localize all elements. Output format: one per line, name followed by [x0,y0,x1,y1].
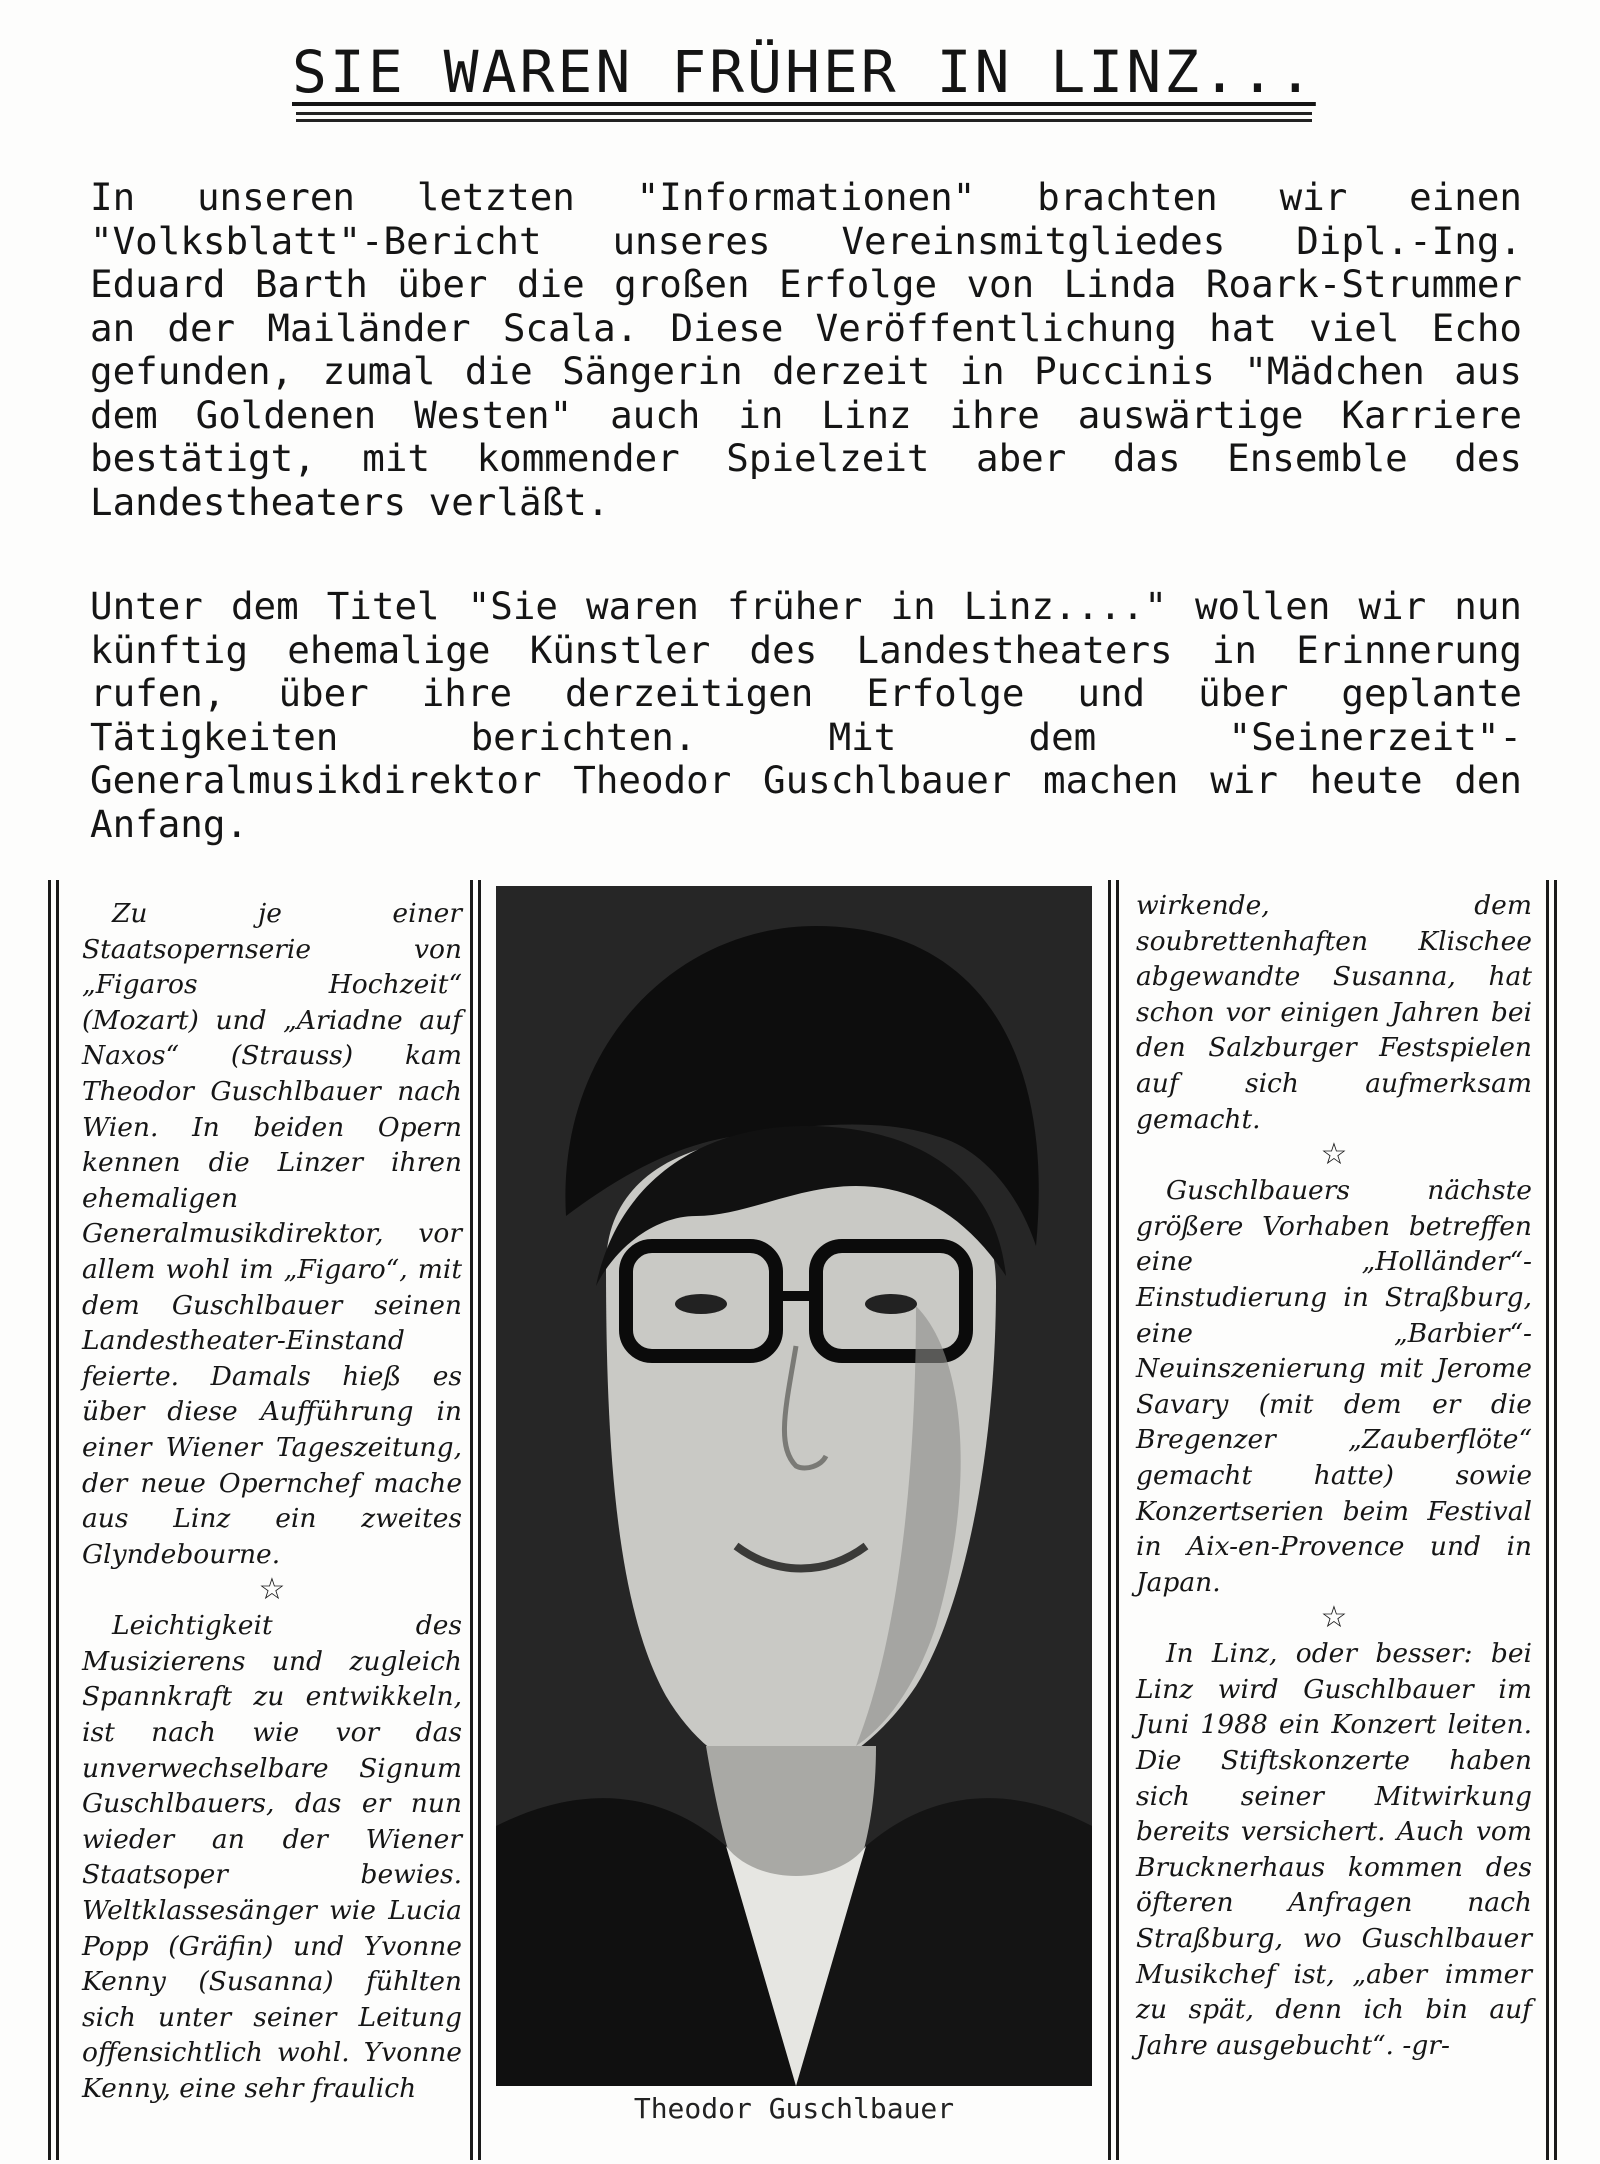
column-rule-left-outer [48,880,51,2160]
left-column-paragraph-2: Leichtigkeit des Musizierens und zugleich Spannkraft zu entwikkeln, ist nach wie vor das unverwechselbare Signum Guschlbauers, das er nun wieder an der Wiener Staatsoper bewies. Weltklassesänger wie Lucia Popp (Gräfin) und Yvonne Kenny (Susanna) fühlten sich unter seiner Leitung offensichtlich wohl. Yvonne Kenny, eine sehr fraulich [82,1610,462,2104]
right-column-paragraph-2: Guschlbauers nächste größere Vorhaben betreffen eine „Holländer“-Einstudierung in Straßburg, eine „Barbier“-Neuinszenierung mit Jerome Savary (mit dem er die Bregenzer „Zauberflöte“ gemacht hatte) sowie Konzertserien beim Festival in Aix-en-Provence und in Japan. [1136,1175,1532,1598]
column-rule-middle-left-2 [478,880,481,2160]
left-column [82,896,462,2107]
headline-double-rule [296,112,1312,122]
right-column-paragraph-3: In Linz, oder besser: bei Linz wird Guschlbauer im Juni 1988 ein Konzert leiten. Die Stiftskonzerte haben sich seiner Mitwirkung bereits versichert. Auch vom Brucknerhaus kommen des öfteren Anfragen nach Straßburg, wo Guschlbauer Musikchef ist, „aber immer zu spät, denn ich bin auf Jahre ausgebucht“. -gr- [1136,1638,1532,2061]
headline: SIE WAREN FRÜHER IN LINZ... [292,38,1316,106]
column-rule-left-inner [56,880,59,2160]
column-rule-right-outer [1554,880,1557,2160]
portrait-photo [496,886,1092,2086]
right-column-paragraph-1: wirkende, dem soubrettenhaften Klischee abgewandte Susanna, hat schon vor einigen Jahren bei den Salzburger Festspielen auf sich aufmerksam gemacht. [1136,890,1532,1135]
intro-paragraph-2: Unter dem Titel "Sie waren früher in Linz...." wollen wir nun künftig ehemalige Künstler des Landestheaters in Erinnerung rufen, über ihre derzeitigen Erfolge und über geplante Tätigkeiten berichten. Mit dem "Seinerzeit"-Generalmusikdirektor Theodor Guschlbauer machen wir heute den Anfang. [90,584,1522,846]
star-divider: ☆ [1320,1600,1348,1636]
column-rule-right-inner [1546,880,1549,2160]
left-column-paragraph-1: Zu je einer Staatsopernserie von „Figaros Hochzeit“ (Mozart) und „Ariadne auf Naxos“ (Strauss) kam Theodor Guschlbauer nach Wien. In beiden Opern kennen die Linzer ihren ehemaligen Generalmusikdirektor, vor allem wohl im „Figaro“, mit dem Guschlbauer seinen Landestheater-Einstand feierte. Damals hieß es über diese Aufführung in einer Wiener Tageszeitung, der neue Opernchef mache aus Linz ein zweites Glyndebourne. [82,898,462,1570]
intro-paragraph-1: In unseren letzten "Informationen" brachten wir einen "Volksblatt"-Bericht unseres Vereinsmitgliedes Dipl.-Ing. Eduard Barth über die großen Erfolge von Linda Roark-Strummer an der Mailänder Scala. Diese Veröffentlichung hat viel Echo gefunden, zumal die Sängerin derzeit in Puccinis "Mädchen aus dem Goldenen Westen" auch in Linz ihre auswärtige Karriere bestätigt, mit kommender Spielzeit aber das Ensemble des Landestheaters verläßt. [90,175,1522,524]
star-divider: ☆ [1320,1137,1348,1173]
star-divider: ☆ [258,1572,286,1608]
right-column [1136,888,1532,2063]
photo-caption: Theodor Guschlbauer [633,2092,955,2125]
column-rule-middle-right-2 [1116,880,1119,2160]
column-rule-middle-right [1108,880,1111,2160]
column-rule-middle-left [470,880,473,2160]
portrait-illustration [496,886,1092,2086]
